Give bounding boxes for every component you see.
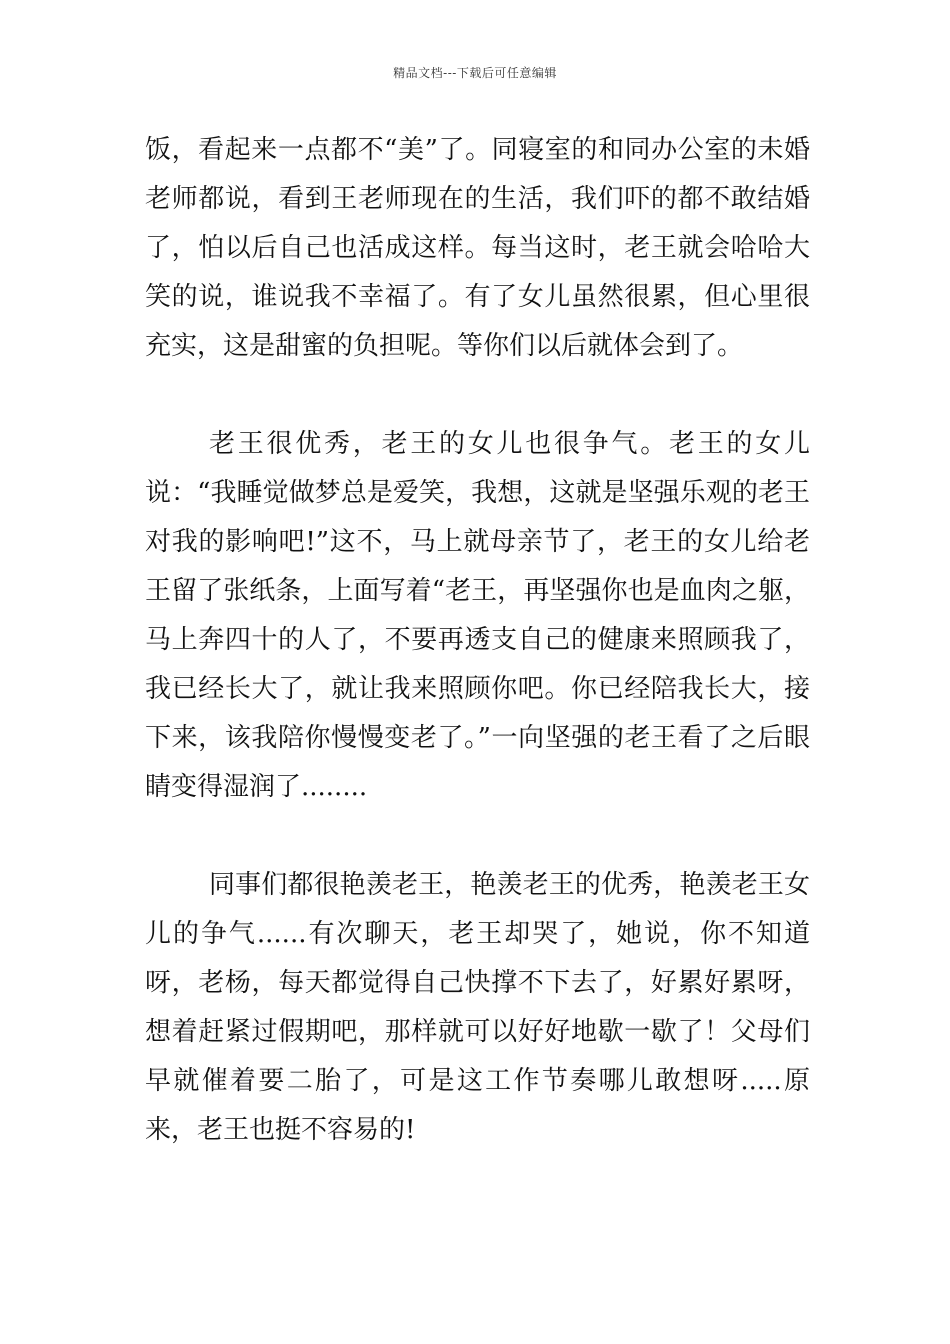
paragraph-gap <box>145 812 810 861</box>
document-body <box>145 126 810 1155</box>
paragraph-gap <box>145 371 810 420</box>
paragraph-3: 同事们都很艳羡老王，艳羡老王的优秀，艳羡老王女儿的争气......有次聊天，老王却哭了，她说，你不知道呀，老杨，每天都觉得自己快撑不下去了，好累好累呀，想着赶紧过假期吧，那样就可以好好地歇一歇了！父母们早就催着要二胎了，可是这工作节奏哪儿敢想呀.....原来，老王也挺不容易的! <box>145 870 810 1145</box>
paragraph-1: 饭，看起来一点都不“美”了。同寝室的和同办公室的未婚老师都说，看到王老师现在的生活，我们吓的都不敢结婚了，怕以后自己也活成这样。每当这时，老王就会哈哈大笑的说，谁说我不幸福了。有了女儿虽然很累，但心里很充实，这是甜蜜的负担呢。等你们以后就体会到了。 <box>145 135 810 361</box>
paragraph-2: 老王很优秀，老王的女儿也很争气。老王的女儿说：“我睡觉做梦总是爱笑，我想，这就是坚强乐观的老王对我的影响吧!”这不，马上就母亲节了，老王的女儿给老王留了张纸条，上面写着“老王，再坚强你也是血肉之躯，马上奔四十的人了，不要再透支自己的健康来照顾我了，我已经长大了，就让我来照顾你吧。你已经陪我长大，接下来，该我陪你慢慢变老了。”一向坚强的老王看了之后眼睛变得湿润了........ <box>145 429 810 802</box>
page-header: 精品文档---下载后可任意编辑 <box>393 66 557 80</box>
